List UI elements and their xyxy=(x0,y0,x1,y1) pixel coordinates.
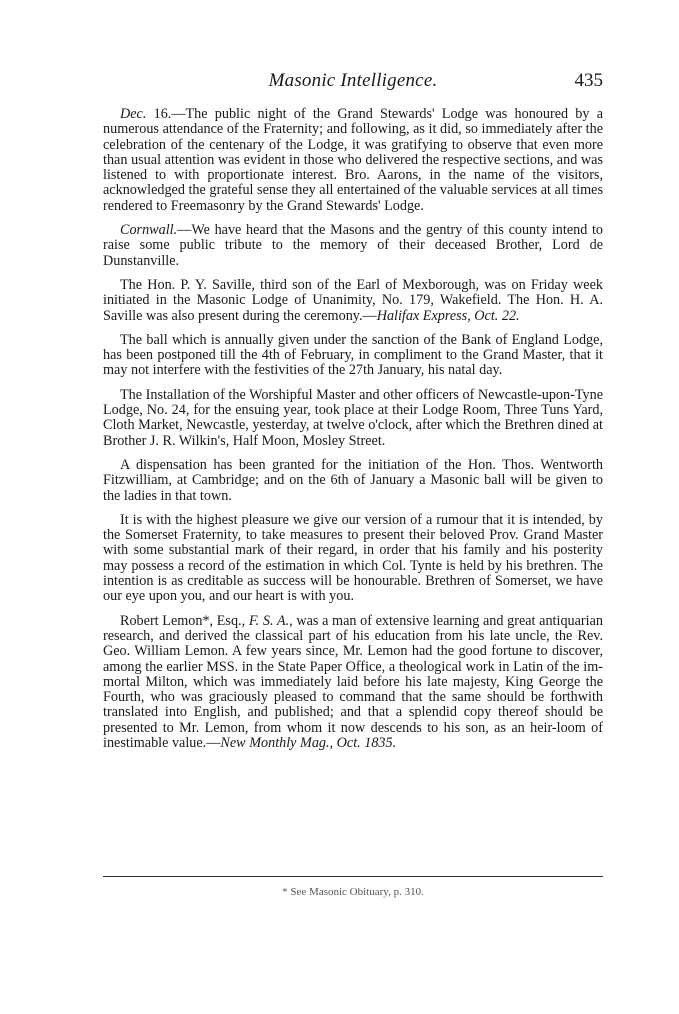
paragraph-somerset xyxy=(103,513,603,605)
paragraph-text: , was a man of extensive learning and great antiquarian research, and derived the classical part of his education from his late uncle, the Rev. Geo. William Lemon. A few years since, Mr. Lemon had the good fortune to discover, among the earlier MSS. in the State Paper Office, a theological work in Latin of the immortal Milton, which was immediately laid before his late majesty, King George the Fourth, who was graciously pleased to command that the same should be forthwith translated into English, and published; and that a splendid copy thereof should be presented to Mr. Lemon, from whom it now descends to his son, as an heir-loom of inestimable value.— xyxy=(103,612,603,751)
source-citation: New Monthly Mag., Oct. 1835. xyxy=(220,734,397,751)
running-header xyxy=(103,70,603,96)
paragraph-text: It is with the highest pleasure we give our version of a rumour that it is intended, by the Somerset Fraternity, to take measures to present their beloved Prov. Grand Master with some substantial mark of their regard, in order that his family and his posterity may possess a record of the estimation in which Col. Tynte is held by his brethren. The intention is as creditable as success will be honourable. Brethren of Somerset, we have our eye upon you, and our heart is with you. xyxy=(103,511,603,605)
paragraph-saville xyxy=(103,278,603,324)
paragraph-dispensation xyxy=(103,458,603,504)
footnote-divider xyxy=(103,876,603,877)
paragraph-cornwall xyxy=(103,223,603,269)
paragraph-lead: Robert Lemon*, Esq., xyxy=(120,612,249,629)
paragraph-text: 16.—The public night of the Grand Stewards' Lodge was honoured by a numerous attendance of the Fraternity; and following, as it did, so immediately after the celebration of the centenary of the Lodge, it was gratifying to observe that even more than usual attention was evident in those who delivered the respective sections, and was listened to with proportionate interest. Bro. Aarons, in the name of the visitors, acknowledged the grateful sense they all entertained of the valuable services at all times rendered to Freemasonry by the Grand Stewards' Lodge. xyxy=(103,106,603,214)
paragraph-text: The Installation of the Worshipful Master and other officers of Newcastle-upon-Tyne Lodge, No. 24, for the ensuing year, took place at their Lodge Room, Three Tuns Yard, Cloth Market, Newcastle, yesterday, at twelve o'clock, after which the Brethren dined at Brother J. R. Wilkin's, Half Moon, Mosley Street. xyxy=(103,386,603,449)
paragraph-lead-italic: F. S. A. xyxy=(248,612,290,629)
date-lead: Dec. xyxy=(120,106,147,122)
running-title: Masonic Intelligence. xyxy=(268,70,438,91)
place-lead: Cornwall. xyxy=(120,222,178,239)
footnote: * See Masonic Obituary, p. 310. xyxy=(282,886,424,898)
paragraph-newcastle xyxy=(103,388,603,449)
paragraph-text: —We have heard that the Masons and the gentry of this county intend to raise some public tribute to the memory of their deceased Brother, Lord de Dunstanville. xyxy=(103,222,603,269)
paragraph-bank-ball xyxy=(103,333,603,379)
source-citation: Halifax Express, Oct. 22. xyxy=(376,307,520,324)
paragraph-lemon xyxy=(103,614,603,752)
paragraph-dec-16 xyxy=(103,107,603,214)
paragraph-text: A dispensation has been granted for the initiation of the Hon. Thos. Wentworth Fitzwilliam, at Cambridge; and on the 6th of January a Masonic ball will be given to the ladies in that town. xyxy=(103,456,603,504)
page-number: 435 xyxy=(574,70,603,91)
paragraph-text: The Hon. P. Y. Saville, third son of the Earl of Mexborough, was on Friday week initiated in the Masonic Lodge of Unanimity, No. 179, Wakefield. The Hon. H. A. Saville was also present during the ceremony.— xyxy=(103,276,603,324)
article-body xyxy=(103,107,603,760)
paragraph-text: The ball which is annually given under the sanction of the Bank of England Lodge, has been postponed till the 4th of February, in compliment to the Grand Master, that it may not interfere with the festivities of the 27th January, his natal day. xyxy=(103,331,603,379)
